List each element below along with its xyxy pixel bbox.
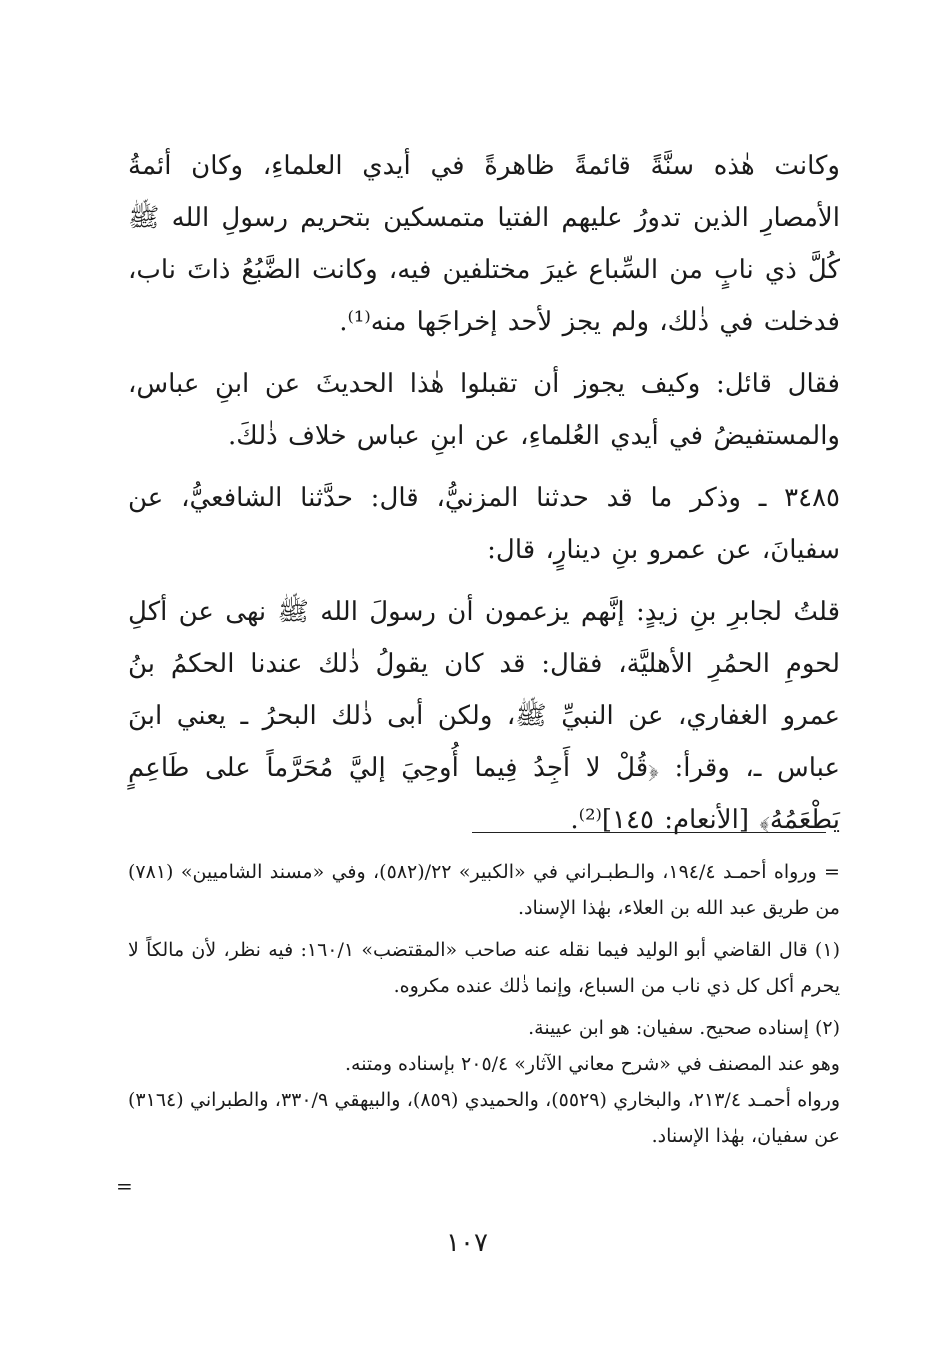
- continuation-mark: =: [116, 1174, 133, 1198]
- paragraph-3-hadith-3485: ٣٤٨٥ ـ وذكر ما قد حدثنا المزنيُّ، قال: حدَّثنا الشافعيُّ، عن سفيانَ، عن عمرو بنِ دينارٍ، قال:: [128, 483, 840, 565]
- footnotes: [128, 854, 840, 1160]
- footnote-2-line-2: وهو عند المصنف في «شرح معاني الآثار» ٢٠٥/٤ بإسناده ومتنه.: [344, 1053, 840, 1075]
- main-text: [128, 140, 840, 856]
- paragraph-2: فقال قائل: وكيف يجوز أن تقبلوا هٰذا الحديثَ عن ابنِ عباس، والمستفيضُ في أيدي العُلماءِ، عن ابنِ عباس خلاف ذٰلكَ.: [128, 369, 840, 451]
- paragraph-1: وكانت هٰذه سنَّةً قائمةً ظاهرةً في أيدي العلماءِ، وكان أئمةُ الأمصارِ الذين تدورُ عليهم الفتيا متمسكين بتحريم رسولِ الله ﷺ كُلَّ ذي نابٍ من السِّباع غيرَ مختلفين فيه، وكانت الضَّبُعُ ذاتَ ناب، فدخلت في ذٰلك، ولم يجز لأحد إخراجَها منه⁽¹⁾.: [128, 151, 840, 337]
- footnote-2: (٢) إسناده صحيح. سفيان: هو ابن عيينة.: [528, 1017, 840, 1039]
- footnote-continuation: = ورواه أحمـد ١٩٤/٤، والـطبـراني في «الكبير» ٢٢/(٥٨٢)، وفي «مسند الشاميين» (٧٨١) من طريق عبد الله بن العلاء، بهٰذا الإسناد.: [128, 861, 840, 919]
- page-number: ١٠٧: [446, 1228, 488, 1258]
- footnote-separator: [472, 832, 826, 833]
- paragraph-4: قلتُ لجابرِ بنِ زيدٍ: إنَّهم يزعمون أن رسولَ الله ﷺ نهى عن أكلِ لحومِ الحمُرِ الأهليَّة، فقال: قد كان يقولُ ذٰلك عندنا الحكمُ بنُ عمرو الغفاري، عن النبيِّ ﷺ، ولكن أبى ذٰلك البحرُ ـ يعني ابنَ عباس ـ، وقرأ: ﴿قُلْ لا أَجِدُ فِيما أُوحِيَ إليَّ مُحَرَّماً على طَاعِمٍ يَطْعَمُهُ﴾ [الأنعام: ١٤٥]⁽²⁾.: [128, 597, 840, 835]
- footnote-1: (١) قال القاضي أبو الوليد فيما نقله عنه صاحب «المقتضب» ١٦٠/١: فيه نظر، لأن مالكاً لا يحرم أكل كل ذي ناب من السباع، وإنما ذٰلك عنده مكروه.: [128, 939, 840, 997]
- footnote-2-line-3: ورواه أحمـد ٢١٣/٤، والبخاري (٥٥٢٩)، والحميدي (٨٥٩)، والبيهقي ٣٣٠/٩، والطبراني (٣١٦٤) عن سفيان، بهٰذا الإسناد.: [128, 1089, 841, 1147]
